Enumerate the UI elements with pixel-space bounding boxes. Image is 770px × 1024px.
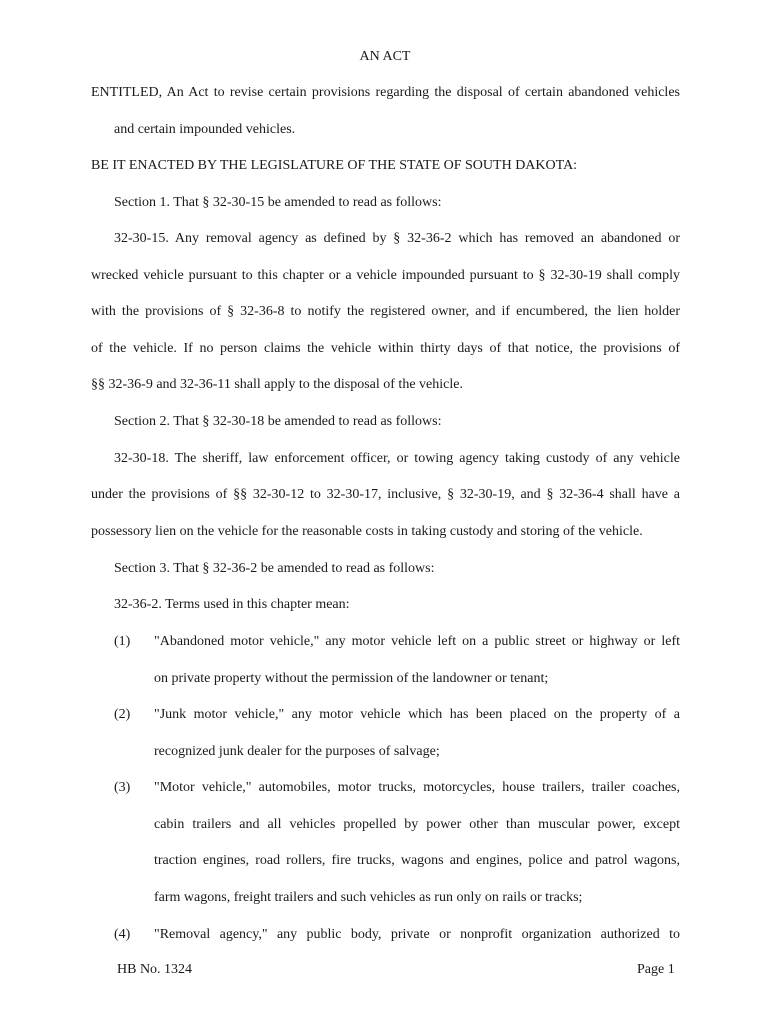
bill-number: HB No. 1324 (117, 962, 193, 977)
section-2-line: 32-30-18. The sheriff, law enforcement officer, or towing agency taking custody of any vehicle (114, 451, 680, 466)
definition-number: (3) (114, 780, 131, 795)
entitled-line-1: ENTITLED, An Act to revise certain provisions regarding the disposal of certain abandoned vehicles (91, 85, 680, 100)
definition-line: recognized junk dealer for the purposes of salvage; (154, 744, 440, 759)
definition-number: (2) (114, 707, 131, 722)
definition-line: farm wagons, freight trailers and such vehicles as run only on rails or tracks; (154, 890, 583, 905)
definition-number: (4) (114, 927, 131, 942)
definition-line: traction engines, road rollers, fire trucks, wagons and engines, police and patrol wagons, (154, 853, 680, 868)
section-1-line: wrecked vehicle pursuant to this chapter or a vehicle impounded pursuant to § 32-30-19 shall comply (91, 268, 680, 283)
definition-line: "Removal agency," any public body, private or nonprofit organization authorized to (154, 927, 680, 942)
section-1-heading: Section 1. That § 32-30-15 be amended to read as follows: (114, 195, 442, 210)
section-1-line: 32-30-15. Any removal agency as defined by § 32-36-2 which has removed an abandoned or (114, 231, 680, 246)
page-number: Page 1 (637, 962, 675, 977)
section-2-line: under the provisions of §§ 32-30-12 to 32-30-17, inclusive, § 32-30-19, and § 32-36-4 shall have a (91, 487, 680, 502)
enacting-clause: BE IT ENACTED BY THE LEGISLATURE OF THE STATE OF SOUTH DAKOTA: (91, 158, 578, 173)
definition-line: "Motor vehicle," automobiles, motor trucks, motorcycles, house trailers, trailer coaches, (154, 780, 680, 795)
definition-line: cabin trailers and all vehicles propelled by power other than muscular power, except (154, 817, 680, 832)
section-3-heading: Section 3. That § 32-36-2 be amended to read as follows: (114, 561, 435, 576)
definition-line: "Junk motor vehicle," any motor vehicle which has been placed on the property of a (154, 707, 680, 722)
definition-line: "Abandoned motor vehicle," any motor vehicle left on a public street or highway or left (154, 634, 680, 649)
section-1-line: §§ 32-36-9 and 32-36-11 shall apply to the disposal of the vehicle. (91, 377, 463, 392)
section-2-line: possessory lien on the vehicle for the reasonable costs in taking custody and storing of the vehicle. (91, 524, 643, 539)
section-1-line: with the provisions of § 32-36-8 to notify the registered owner, and if encumbered, the lien holder (91, 304, 680, 319)
section-3-intro: 32-36-2. Terms used in this chapter mean: (114, 597, 350, 612)
act-title: AN ACT (359, 49, 411, 64)
section-1-line: of the vehicle. If no person claims the vehicle within thirty days of that notice, the provisions of (91, 341, 680, 356)
entitled-line-2: and certain impounded vehicles. (114, 122, 296, 137)
definition-line: on private property without the permission of the landowner or tenant; (154, 671, 549, 686)
definition-number: (1) (114, 634, 131, 649)
section-2-heading: Section 2. That § 32-30-18 be amended to read as follows: (114, 414, 442, 429)
